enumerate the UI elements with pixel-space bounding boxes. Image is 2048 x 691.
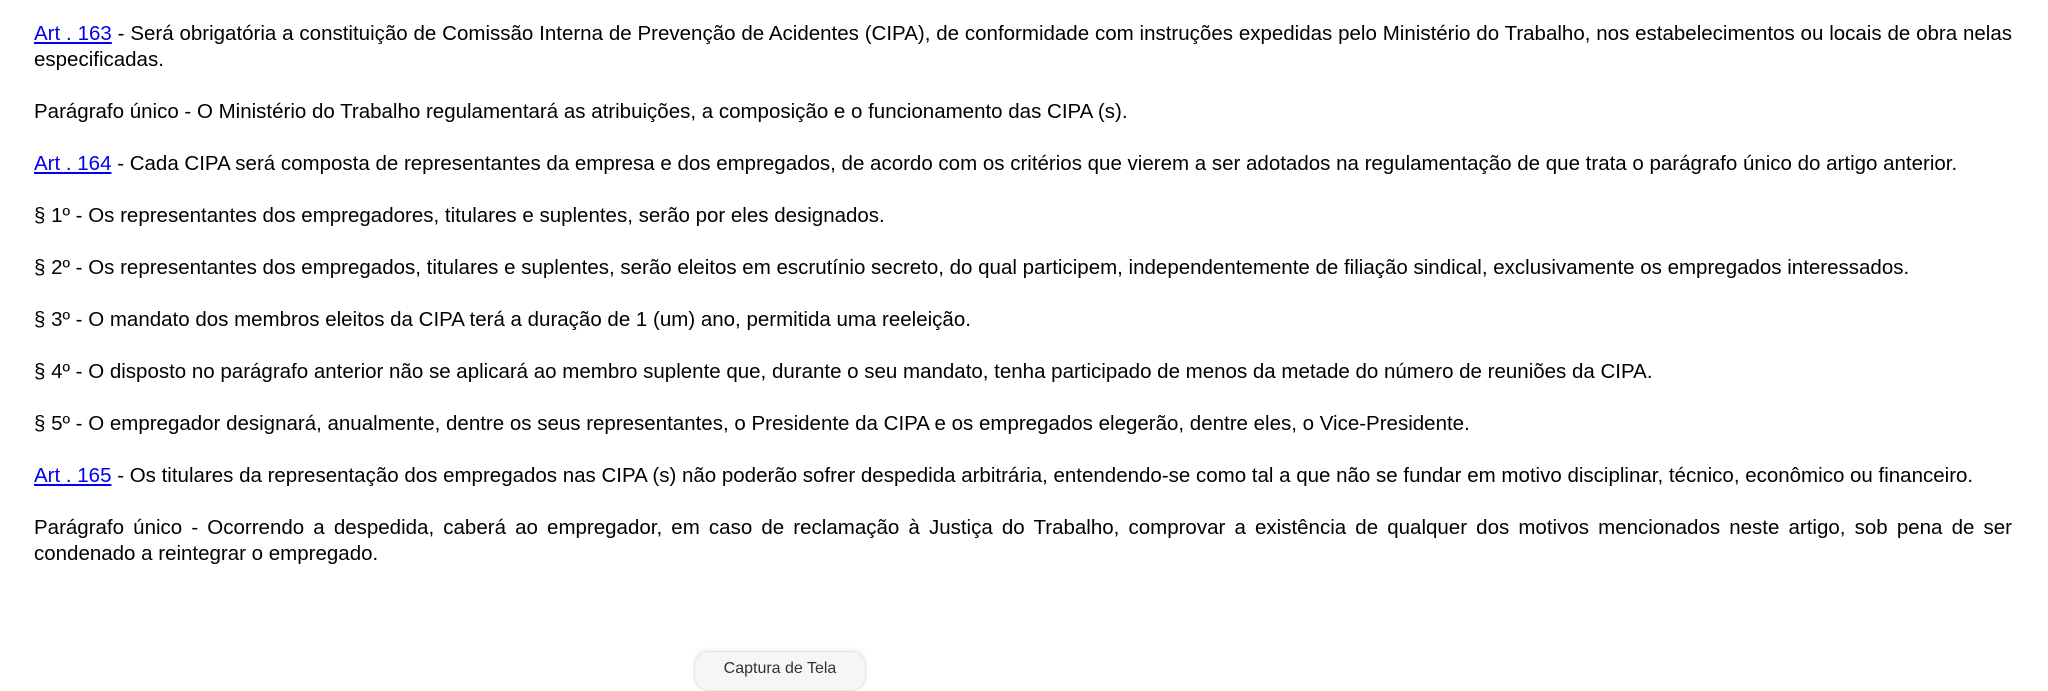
document-body bbox=[34, 21, 2012, 593]
paragraph-section-5 bbox=[34, 411, 2012, 437]
art-163-link[interactable]: Art . 163 bbox=[34, 22, 112, 45]
paragraph-art-163 bbox=[34, 21, 2012, 73]
paragraph-text: § 3º - O mandato dos membros eleitos da CIPA terá a duração de 1 (um) ano, permitida uma reeleição. bbox=[34, 308, 971, 331]
paragraph-art-165-single bbox=[34, 515, 2012, 567]
paragraph-text: - Os titulares da representação dos empregados nas CIPA (s) não poderão sofrer despedida arbitrária, entendendo-se como tal a que não se fundar em motivo disciplinar, técnico, econômico ou financeiro. bbox=[111, 464, 1974, 487]
screen-capture-button[interactable] bbox=[694, 651, 866, 691]
paragraph-section-1 bbox=[34, 203, 2012, 229]
paragraph-section-3 bbox=[34, 307, 2012, 333]
paragraph-text: - Cada CIPA será composta de representantes da empresa e dos empregados, de acordo com os critérios que vierem a ser adotados na regulamentação de que trata o parágrafo único do artigo anterior. bbox=[111, 152, 1958, 175]
paragraph-section-4 bbox=[34, 359, 2012, 385]
paragraph-text: § 5º - O empregador designará, anualmente, dentre os seus representantes, o Presidente da CIPA e os empregados elegerão, dentre eles, o Vice-Presidente. bbox=[34, 412, 1470, 435]
paragraph-section-2 bbox=[34, 255, 2012, 281]
screen-capture-label: Captura de Tela bbox=[723, 660, 837, 677]
paragraph-text: § 2º - Os representantes dos empregados, titulares e suplentes, serão eleitos em escrutínio secreto, do qual participem, independentemente de filiação sindical, exclusivamente os empregados interessados. bbox=[34, 256, 1910, 279]
art-164-link[interactable]: Art . 164 bbox=[34, 152, 112, 175]
paragraph-text: Parágrafo único - O Ministério do Trabalho regulamentará as atribuições, a composição e o funcionamento das CIPA (s). bbox=[34, 100, 1128, 123]
paragraph-text: § 4º - O disposto no parágrafo anterior não se aplicará ao membro suplente que, durante o seu mandato, tenha participado de menos da metade do número de reuniões da CIPA. bbox=[34, 360, 1653, 383]
paragraph-art-165 bbox=[34, 463, 2012, 489]
art-165-link[interactable]: Art . 165 bbox=[34, 464, 112, 487]
paragraph-art-164 bbox=[34, 151, 2012, 177]
paragraph-art-163-single bbox=[34, 99, 2012, 125]
paragraph-text: Parágrafo único - Ocorrendo a despedida, caberá ao empregador, em caso de reclamação à Justiça do Trabalho, comprovar a existência de qualquer dos motivos mencionados neste artigo, sob pena de ser condenado a reintegrar o empregado. bbox=[34, 516, 2012, 565]
paragraph-text: § 1º - Os representantes dos empregadores, titulares e suplentes, serão por eles designados. bbox=[34, 204, 885, 227]
paragraph-text: - Será obrigatória a constituição de Comissão Interna de Prevenção de Acidentes (CIPA), de conformidade com instruções expedidas pelo Ministério do Trabalho, nos estabelecimentos ou locais de obra nelas especificadas. bbox=[34, 22, 2012, 71]
